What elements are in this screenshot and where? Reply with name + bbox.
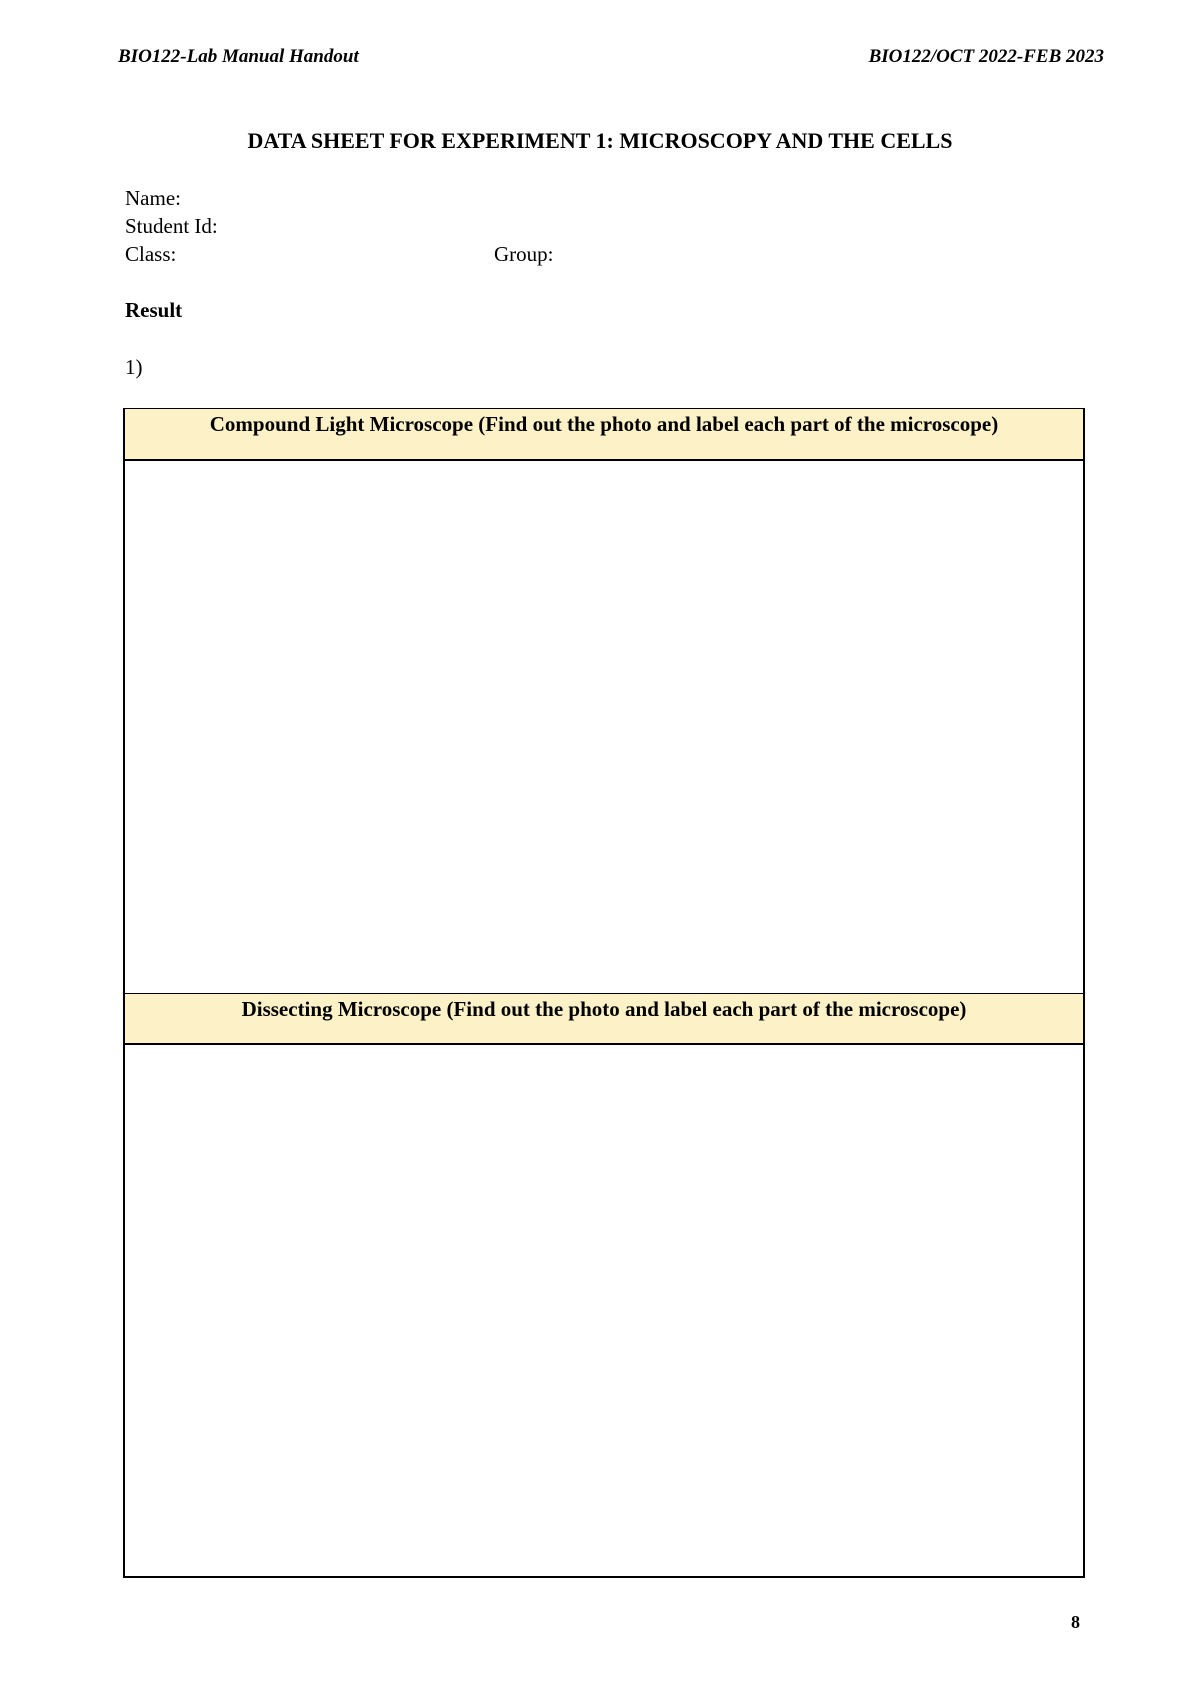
item-number: 1)	[125, 355, 143, 379]
data-table	[123, 408, 1085, 1578]
class-label: Class:	[125, 242, 177, 266]
running-header-left: BIO122-Lab Manual Handout	[118, 46, 359, 67]
group-label: Group:	[494, 242, 554, 266]
result-heading: Result	[125, 298, 183, 322]
compound-microscope-header: Compound Light Microscope (Find out the photo and label each part of the microscope)	[125, 409, 1083, 461]
dissecting-microscope-photo-area	[125, 1045, 1083, 1575]
page-title: DATA SHEET FOR EXPERIMENT 1: MICROSCOPY AND THE CELLS	[247, 128, 953, 153]
page-number: 8	[1071, 1612, 1080, 1632]
name-label: Name:	[125, 186, 181, 210]
running-header-right: BIO122/OCT 2022-FEB 2023	[868, 46, 1104, 67]
dissecting-microscope-header: Dissecting Microscope (Find out the photo and label each part of the microscope)	[125, 993, 1083, 1045]
student-id-label: Student Id:	[125, 214, 218, 238]
compound-microscope-photo-area	[125, 461, 1083, 993]
